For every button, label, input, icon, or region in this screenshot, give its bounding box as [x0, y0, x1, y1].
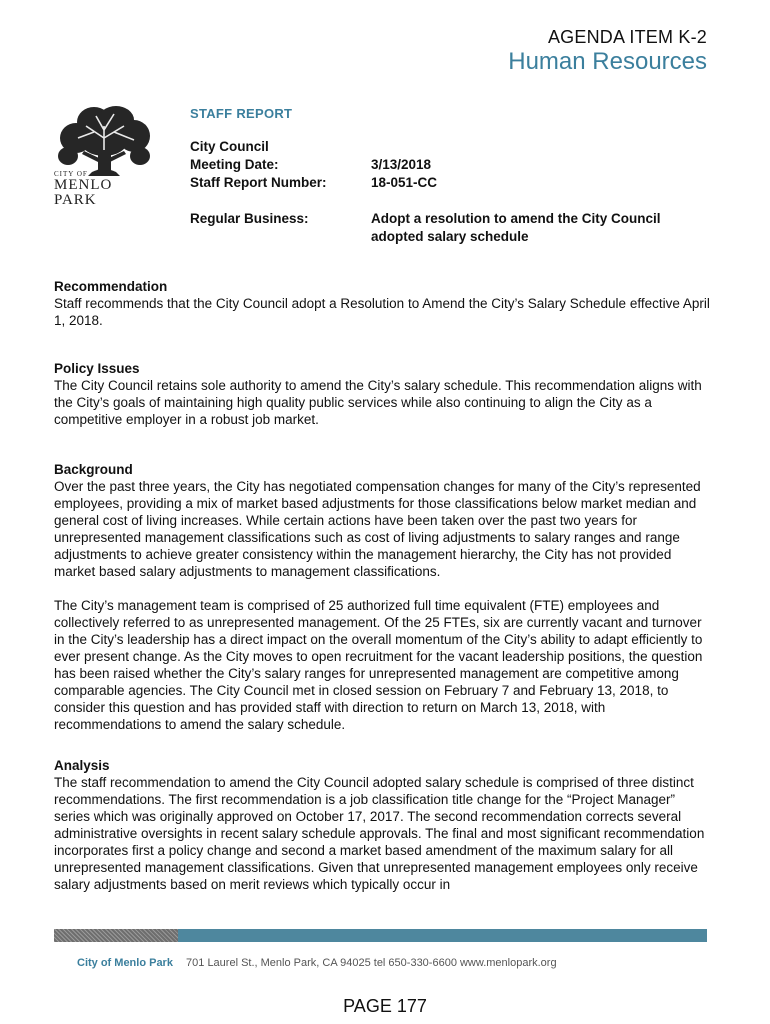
business-label: Regular Business:: [190, 211, 309, 226]
report-number-value: 18-051-CC: [371, 175, 438, 190]
department-title: Human Resources: [508, 48, 707, 75]
analysis-heading: Analysis: [54, 758, 110, 773]
footer-pattern: [54, 929, 178, 942]
analysis-section: [54, 757, 714, 893]
staff-report-title: STAFF REPORT: [190, 106, 293, 121]
analysis-text: The staff recommendation to amend the City Council adopted salary schedule is comprised of three distinct recommendations. The first recommendation is a job classification title change for the “Project Manager” series which was originally approved on October 17, 2017. The second recommendation corrects several administrative oversights in recent salary schedule approvals. The final and most significant recommendation incorporates first a policy change and second a market based amendment of the maximum salary for all unrepresented management classifications. Given that unrepresented management employees only receive salary adjustments based on merit reviews which typically occur in: [54, 775, 705, 892]
background-paragraph-2: The City’s management team is comprised of 25 authorized full time equivalent (FTE) employees and collectively referred to as unrepresented management. Of the 25 FTEs, six are currently vacant and turnover in the City’s leadership has a direct impact on the overall momentum of the City’s ability to adapt efficiently to ever present change. As the City moves to open recruitment for the vacant leadership positions, the question has been raised whether the City’s salary ranges for unrepresented management are competitive among comparable agencies. The City Council met in closed session on February 7 and February 13, 2018, to consider this question and has provided staff with direction to return on March 13, 2018, with recommendations to amend the salary schedule.: [54, 598, 703, 732]
footer-city: City of Menlo Park: [77, 957, 173, 969]
report-number-label: Staff Report Number:: [190, 175, 327, 190]
council-label: City Council: [190, 139, 269, 154]
logo-small-text: CITY OF: [54, 170, 88, 178]
background-heading: Background: [54, 462, 133, 477]
background-paragraph-1: Over the past three years, the City has negotiated compensation changes for many of the City’s represented employees, providing a mix of market based adjustments for those classifications below market median and general cost of living increases. While certain actions have been taken over the past two years for unrepresented management classifications such as cost of living adjustments to salary ranges and range adjustments to achieve greater consistency within the management hierarchy, the City has not provided market based salary adjustments to management classifications.: [54, 479, 701, 579]
policy-section: [54, 360, 714, 428]
recommendation-heading: Recommendation: [54, 279, 168, 294]
business-line-1: Adopt a resolution to amend the City Council: [371, 211, 661, 226]
meeting-date-value: 3/13/2018: [371, 157, 432, 172]
footer-info: [77, 957, 557, 969]
background-section: [54, 461, 714, 733]
policy-heading: Policy Issues: [54, 361, 140, 376]
business-line-2: adopted salary schedule: [371, 229, 529, 244]
meeting-date-label: Meeting Date:: [190, 157, 279, 172]
recommendation-section: [54, 278, 714, 329]
city-logo-text: [54, 170, 154, 208]
policy-text: The City Council retains sole authority to amend the City’s salary schedule. This recommendation aligns with the City’s goals of maintaining high quality public services while also continuing to align the City as a competitive employer in a robust job market.: [54, 378, 702, 427]
page-number: PAGE 177: [343, 996, 427, 1016]
agenda-item-label: AGENDA ITEM K-2: [547, 27, 707, 47]
recommendation-text: Staff recommends that the City Council adopt a Resolution to Amend the City’s Salary Schedule effective April 1, 2018.: [54, 296, 710, 328]
footer-address: 701 Laurel St., Menlo Park, CA 94025 tel 650-330-6600 www.menlopark.org: [186, 957, 557, 969]
logo-big-text: MENLO PARK: [54, 177, 113, 208]
